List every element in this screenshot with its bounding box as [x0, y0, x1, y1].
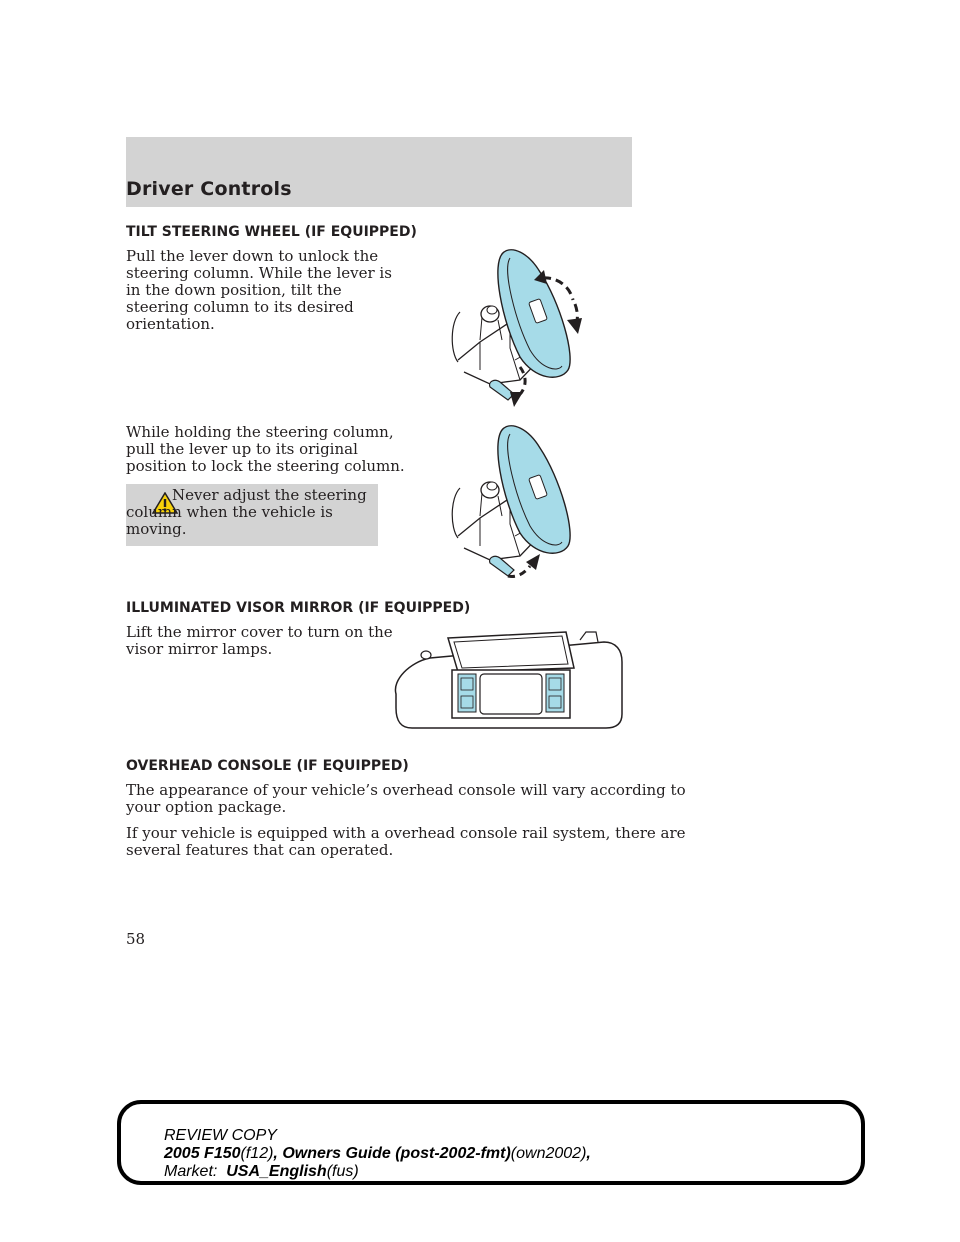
tilt-lock-paragraph: While holding the steering column, pull the lever up to its original position to lock the steering column.: [126, 423, 405, 475]
footer-market-label: Market:: [164, 1163, 218, 1180]
visor-mirror-paragraph: Lift the mirror cover to turn on the visor mirror lamps.: [126, 623, 393, 658]
footer-sep-1: ,: [273, 1145, 283, 1162]
footer-market-line: [164, 1164, 359, 1180]
footer-market-code: (fus): [326, 1163, 359, 1180]
tilt-unlock-paragraph: Pull the lever down to unlock the steering column. While the lever is in the down position, tilt the steering column to its desired orientation.: [126, 247, 392, 333]
tilt-wheel-unlock-figure: [450, 242, 590, 412]
footer-review-copy: REVIEW COPY: [164, 1127, 277, 1144]
footer-model-code: (f12): [240, 1145, 274, 1162]
visor-mirror-figure: [390, 628, 626, 732]
footer-sep-2: ,: [586, 1145, 591, 1162]
page-number: 58: [126, 930, 146, 948]
footer-market: USA_English: [226, 1163, 327, 1180]
warning-box: [126, 484, 378, 546]
visor-mirror-heading: ILLUMINATED VISOR MIRROR (IF EQUIPPED): [126, 600, 471, 616]
footer-document-line: [164, 1146, 591, 1162]
footer-model: 2005 F150: [164, 1145, 241, 1162]
overhead-console-paragraph-1: The appearance of your vehicle’s overhead console will vary according to your option package.: [126, 781, 686, 816]
overhead-console-paragraph-2: If your vehicle is equipped with a overhead console rail system, there are several features that can operated.: [126, 824, 686, 859]
overhead-console-heading: OVERHEAD CONSOLE (IF EQUIPPED): [126, 758, 409, 774]
footer-space: [217, 1163, 226, 1180]
tilt-wheel-lock-figure: [450, 418, 590, 588]
warning-text: Never adjust the steering column when the vehicle is moving.: [126, 486, 367, 538]
section-title: Driver Controls: [126, 178, 292, 200]
footer-guide: Owners Guide (post-2002-fmt): [282, 1145, 511, 1162]
tilt-steering-heading: TILT STEERING WHEEL (IF EQUIPPED): [126, 224, 417, 240]
footer-guide-code: (own2002): [510, 1145, 587, 1162]
